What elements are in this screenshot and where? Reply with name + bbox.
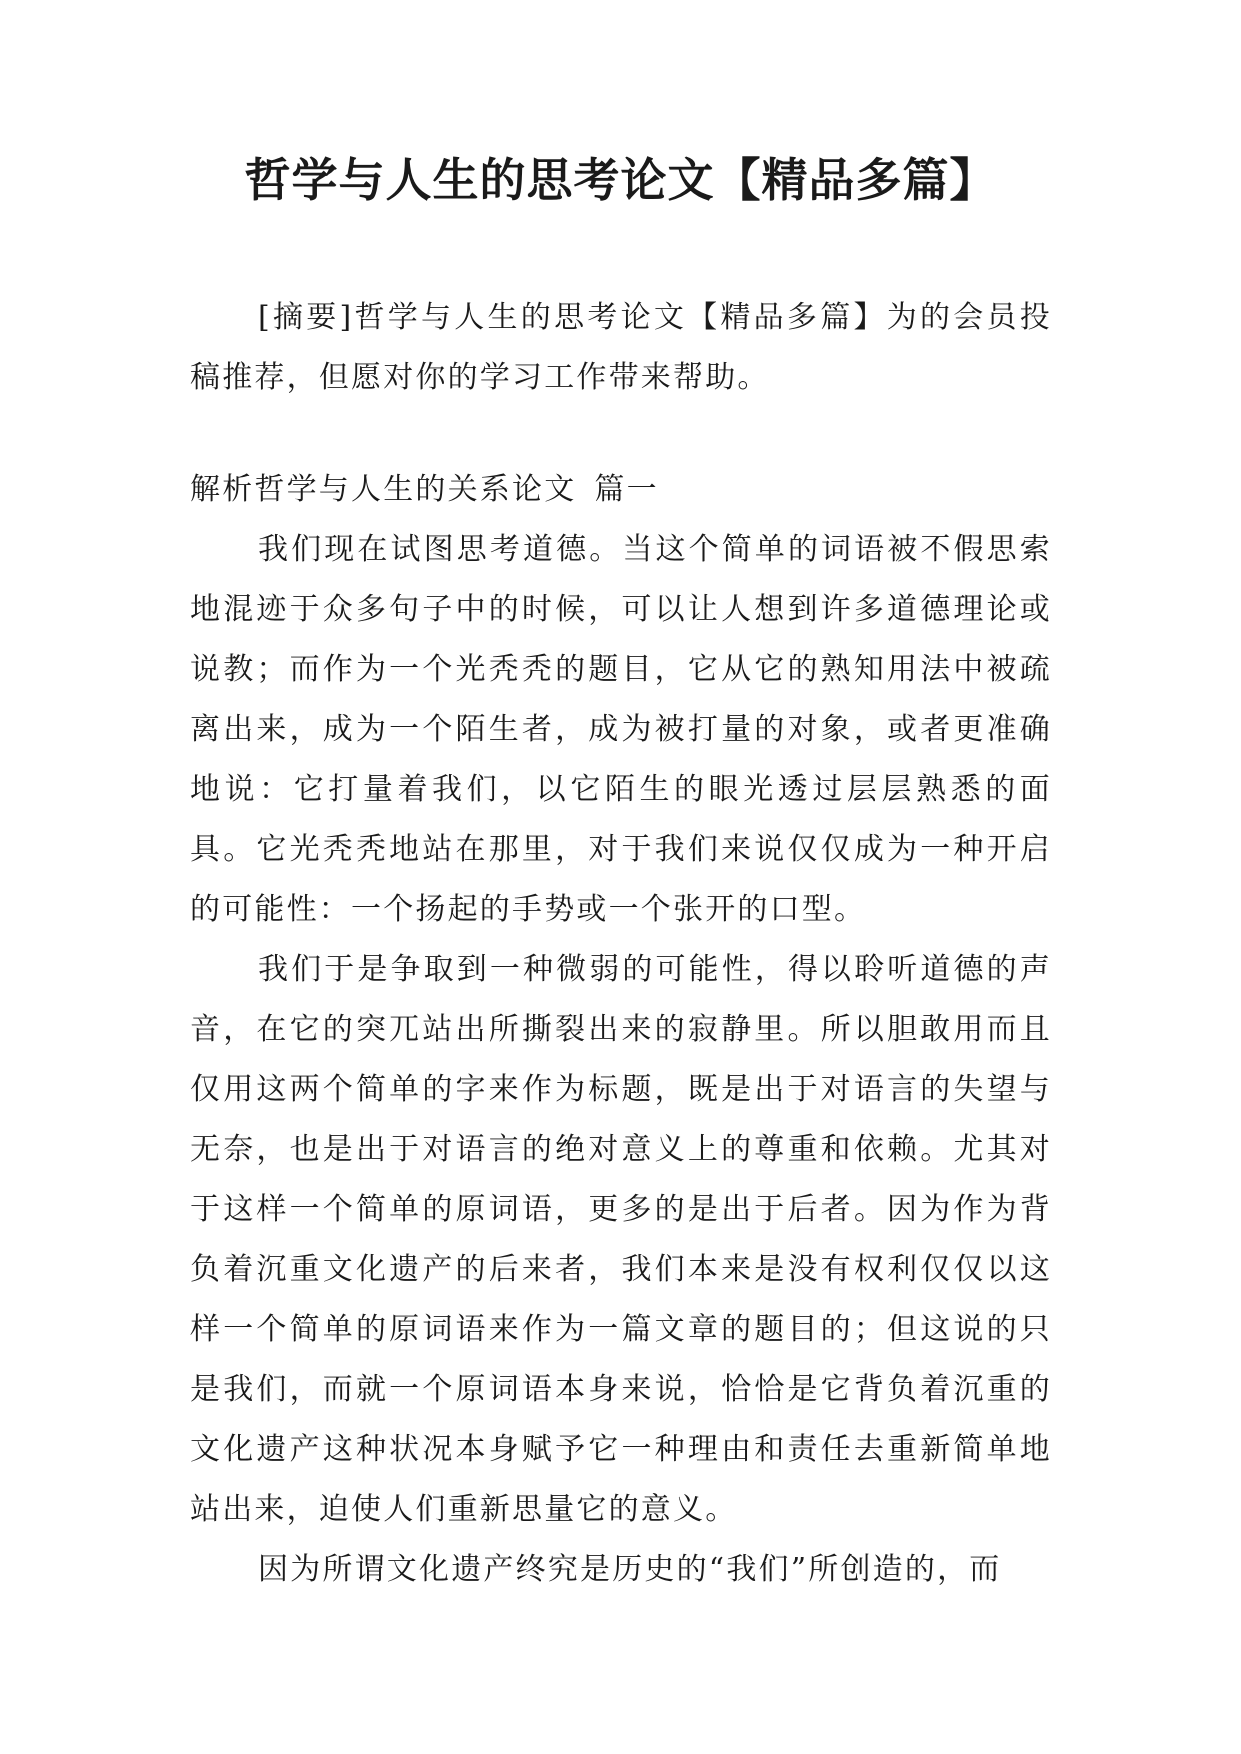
body-paragraph: 我们于是争取到一种微弱的可能性，得以聆听道德的声音，在它的突兀站出所撕裂出来的寂静里。所以胆敢用而且仅用这两个简单的字来作为标题，既是出于对语言的失望与无奈，也是出于对语言的绝对意义上的尊重和依赖。尤其对于这样一个简单的原词语，更多的是出于后者。因为作为背负着沉重文化遗产的后来者，我们本来是没有权利仅仅以这样一个简单的原词语来作为一篇文章的题目的；但这说的只是我们，而就一个原词语本身来说，恰恰是它背负着沉重的文化遗产这种状况本身赋予它一种理由和责任去重新简单地站出来，迫使人们重新思量它的意义。 — [190, 952, 1052, 1527]
section-part-label: 篇一 — [594, 472, 659, 507]
body-paragraphs — [190, 520, 1052, 1600]
section-heading — [190, 460, 659, 520]
body-paragraph: 因为所谓文化遗产终究是历史的“我们”所创造的，而 — [258, 1552, 1002, 1587]
abstract-paragraph: [摘要]哲学与人生的思考论文【精品多篇】为的会员投稿推荐，但愿对你的学习工作带来帮助。 — [190, 300, 1052, 395]
body-paragraph: 我们现在试图思考道德。当这个简单的词语被不假思索地混迹于众多句子中的时候，可以让人想到许多道德理论或说教；而作为一个光秃秃的题目，它从它的熟知用法中被疏离出来，成为一个陌生者，成为被打量的对象，或者更准确地说：它打量着我们，以它陌生的眼光透过层层熟悉的面具。它光秃秃地站在那里，对于我们来说仅仅成为一种开启的可能性：一个扬起的手势或一个张开的口型。 — [190, 532, 1052, 927]
document-title: 哲学与人生的思考论文【精品多篇】 — [244, 153, 997, 207]
section-heading-text: 解析哲学与人生的关系论文 — [190, 472, 577, 507]
